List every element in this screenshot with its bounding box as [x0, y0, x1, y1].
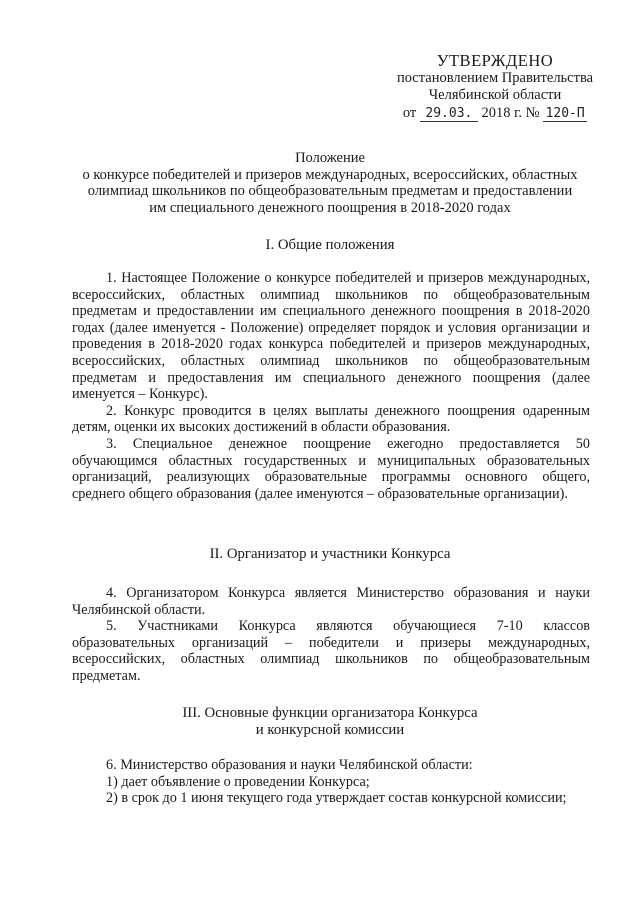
date-suffix: 2018 г. №: [481, 104, 540, 121]
section-3-heading-line-1: III. Основные функции организатора Конкурса: [182, 705, 478, 721]
section-3-heading-line-2: и конкурсной комиссии: [255, 722, 405, 738]
approval-line-2: Челябинской области: [428, 87, 562, 103]
date-field: [420, 106, 478, 122]
section-1-heading: I. Общие положения: [265, 237, 395, 253]
approval-stamp: [380, 52, 610, 122]
paragraph-6: 6. Министерство образования и науки Челябинской области:: [106, 757, 473, 773]
paragraph-5: 5. Участниками Конкурса являются обучающиеся 7-10 классов образовательных организаций – победители и призеры международных, всероссийских, областных олимпиад школьников по общеобразовательным предметам.: [72, 618, 590, 684]
approval-line-1: постановлением Правительства: [396, 69, 594, 86]
title-line-3: олимпиад школьников по общеобразовательным предметам и предоставлении: [87, 183, 573, 199]
section-2-heading: II. Организатор и участники Конкурса: [209, 546, 451, 562]
approval-heading: УТВЕРЖДЕНО: [436, 51, 554, 70]
paragraph-6-item-2: 2) в срок до 1 июня текущего года утверждает состав конкурсной комиссии;: [106, 790, 567, 807]
paragraph-1: 1. Настоящее Положение о конкурсе победителей и призеров международных, всероссийских, областных олимпиад школьников по общеобразовательным предметам и предоставлении им специального денежного поощрения в 2018-2020 годах (далее именуется - Положение) определяет порядок и условия организации и проведения в 2018-2020 годах конкурса победителей и призеров международных, всероссийских, областных олимпиад школьников по общеобразовательным предметам и предоставления им специального денежного поощрения (далее именуется – Конкурс).: [72, 270, 590, 403]
title-line-1: Положение: [295, 150, 365, 166]
paragraph-4: 4. Организатором Конкурса является Министерство образования и науки Челябинской области.: [72, 585, 590, 618]
section-3-heading: [60, 705, 600, 739]
section-3-body: [72, 757, 590, 807]
number-field: [543, 106, 587, 122]
approval-date-line: [380, 105, 610, 123]
date-prefix: от: [402, 104, 417, 121]
number-value: 120-П: [545, 105, 585, 121]
section-1-body: [72, 270, 590, 502]
title-line-2: о конкурсе победителей и призеров международных, всероссийских, областных: [82, 166, 578, 183]
paragraph-2: 2. Конкурс проводится в целях выплаты денежного поощрения одаренным детям, оценки их высоких достижений в области образования.: [72, 402, 590, 436]
paragraph-6-item-1: 1) дает объявление о проведении Конкурса;: [106, 773, 370, 790]
date-value: 29.03.: [425, 105, 473, 121]
document-title: [60, 150, 600, 216]
title-line-4: им специального денежного поощрения в 2018-2020 годах: [149, 199, 511, 216]
paragraph-3: 3. Специальное денежное поощрение ежегодно предоставляется 50 обучающимся областных государственных и муниципальных образовательных организаций, реализующих образовательные программы основного общего, среднего общего образования (далее именуются – образовательные организации).: [72, 435, 590, 502]
section-2-body: [72, 585, 590, 685]
